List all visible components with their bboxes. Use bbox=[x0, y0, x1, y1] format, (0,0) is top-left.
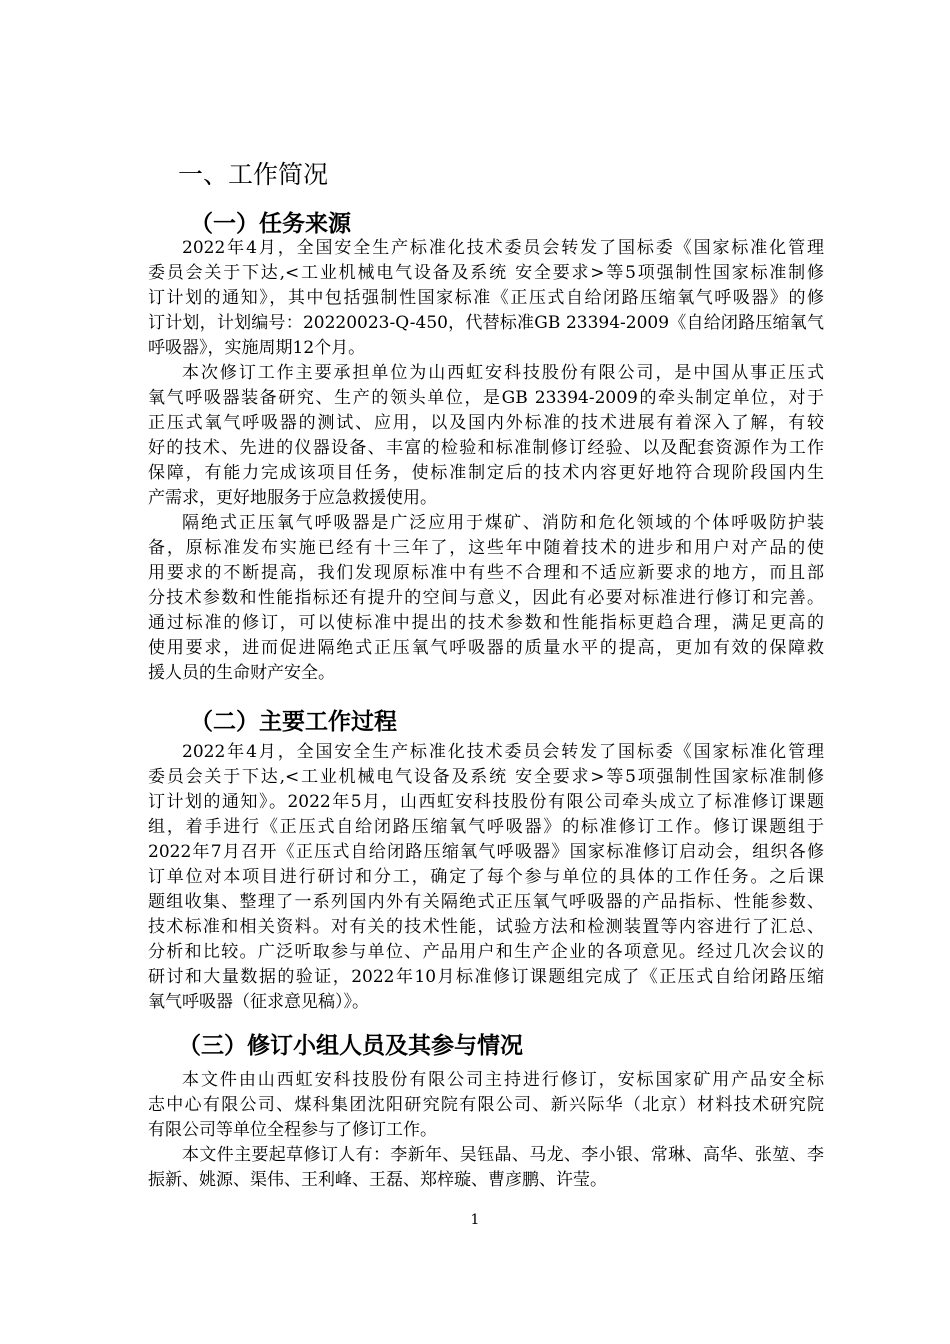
text-line: 产需求，更好地服务于应急救援使用。 bbox=[148, 488, 437, 508]
text-line: 题组收集、整理了一系列国内外有关隔绝式正压氧气呼吸器的产品指标、性能参数、 bbox=[148, 892, 824, 912]
text-line: 研讨和大量数据的验证，2022年10月标准修订课题组完成了《正压式自给闭路压缩 bbox=[148, 967, 824, 987]
text-line: 正压式氧气呼吸器的测试、应用，以及国内外标准的技术进展有着深入了解，有较 bbox=[148, 413, 824, 433]
text-line: 2022年7月召开《正压式自给闭路压缩氧气呼吸器》国家标准修订启动会，组织各修 bbox=[148, 842, 824, 862]
section-heading-team-members: （三）修订小组人员及其参与情况 bbox=[178, 1033, 523, 1059]
text-line: 订计划的通知》。2022年5月，山西虹安科技股份有限公司牵头成立了标准修订课题 bbox=[148, 792, 824, 812]
text-line: 援人员的生命财产安全。 bbox=[148, 663, 335, 683]
text-line: 分技术参数和性能指标还有提升的空间与意义，因此有必要对标准进行修订和完善。 bbox=[148, 588, 824, 608]
text-line: 志中心有限公司、煤科集团沈阳研究院有限公司、新兴际华（北京）材料技术研究院 bbox=[148, 1095, 824, 1115]
text-line: 本文件主要起草修订人有：李新年、吴钰晶、马龙、李小银、常琳、高华、张堃、李 bbox=[182, 1145, 824, 1165]
text-line: 好的技术、先进的仪器设备、丰富的检验和标准制修订经验、以及配套资源作为工作 bbox=[148, 438, 824, 458]
paragraph bbox=[148, 740, 824, 1015]
text-line: 委员会关于下达,<工业机械电气设备及系统 安全要求>等5项强制性国家标准制修 bbox=[148, 263, 824, 283]
section-body-task-source bbox=[148, 236, 824, 686]
text-line: 使用要求，进而促进隔绝式正压氧气呼吸器的质量水平的提高，更加有效的保障救 bbox=[148, 638, 824, 658]
text-line: 保障，有能力完成该项目任务，使标准制定后的技术内容更好地符合现阶段国内生 bbox=[148, 463, 824, 483]
section-heading-work-process: （二）主要工作过程 bbox=[190, 709, 397, 735]
paragraph bbox=[148, 1143, 824, 1193]
text-line: 订计划的通知》，其中包括强制性国家标准《正压式自给闭路压缩氧气呼吸器》的修 bbox=[148, 288, 824, 308]
section-heading-task-source: （一）任务来源 bbox=[190, 211, 351, 237]
paragraph bbox=[148, 236, 824, 361]
text-line: 振新、姚源、渠伟、王利峰、王磊、郑梓璇、曹彦鹏、许莹。 bbox=[148, 1170, 607, 1190]
section-body-team-members bbox=[148, 1068, 824, 1193]
text-line: 本文件由山西虹安科技股份有限公司主持进行修订，安标国家矿用产品安全标 bbox=[182, 1070, 824, 1090]
chapter-heading: 一、工作简况 bbox=[178, 160, 329, 189]
text-line: 2022年4月，全国安全生产标准化技术委员会转发了国标委《国家标准化管理 bbox=[182, 742, 824, 762]
text-line: 分析和比较。广泛听取参与单位、产品用户和生产企业的各项意见。经过几次会议的 bbox=[148, 942, 824, 962]
text-line: 隔绝式正压氧气呼吸器是广泛应用于煤矿、消防和危化领域的个体呼吸防护装 bbox=[182, 513, 824, 533]
text-line: 组，着手进行《正压式自给闭路压缩氧气呼吸器》的标准修订工作。修订课题组于 bbox=[148, 817, 824, 837]
paragraph bbox=[148, 1068, 824, 1143]
text-line: 委员会关于下达,<工业机械电气设备及系统 安全要求>等5项强制性国家标准制修 bbox=[148, 767, 824, 787]
page-number: 1 bbox=[470, 1212, 480, 1228]
text-line: 用要求的不断提高，我们发现原标准中有些不合理和不适应新要求的地方，而且部 bbox=[148, 563, 824, 583]
text-line: 氧气呼吸器（征求意见稿）》。 bbox=[148, 992, 369, 1012]
paragraph bbox=[148, 361, 824, 511]
paragraph bbox=[148, 511, 824, 686]
text-line: 呼吸器》，实施周期12个月。 bbox=[148, 338, 366, 358]
text-line: 氧气呼吸器装备研究、生产的领头单位，是GB 23394-2009的牵头制定单位，对于 bbox=[148, 388, 824, 408]
text-line: 备，原标准发布实施已经有十三年了，这些年中随着技术的进步和用户对产品的使 bbox=[148, 538, 824, 558]
text-line: 2022年4月，全国安全生产标准化技术委员会转发了国标委《国家标准化管理 bbox=[182, 238, 824, 258]
text-line: 技术标准和相关资料。对有关的技术性能，试验方法和检测装置等内容进行了汇总、 bbox=[148, 917, 824, 937]
text-line: 通过标准的修订，可以使标准中提出的技术参数和性能指标更趋合理，满足更高的 bbox=[148, 613, 824, 633]
text-line: 订单位对本项目进行研讨和分工，确定了每个参与单位的具体的工作任务。之后课 bbox=[148, 867, 824, 887]
text-line: 本次修订工作主要承担单位为山西虹安科技股份有限公司，是中国从事正压式 bbox=[182, 363, 824, 383]
section-body-work-process bbox=[148, 740, 824, 1015]
text-line: 订计划，计划编号：20220023-Q-450，代替标准GB 23394-2009《自给闭路压缩氧气 bbox=[148, 313, 824, 333]
text-line: 有限公司等单位全程参与了修订工作。 bbox=[148, 1120, 437, 1140]
